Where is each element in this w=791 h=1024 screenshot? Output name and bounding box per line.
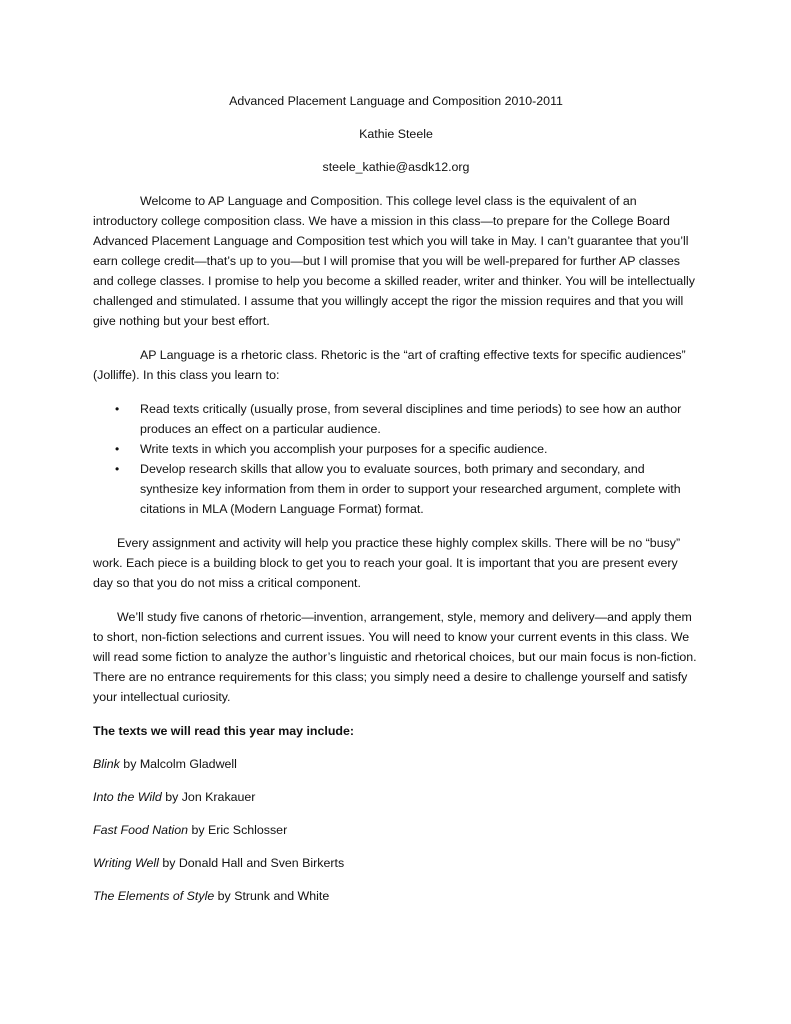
list-item-text: Read texts critically (usually prose, from several disciplines and time periods) to see how an author produces an effect on a particular audience. [140,402,682,436]
book-entry [93,787,699,807]
book-author: by Eric Schlosser [188,823,288,837]
bullet-icon: • [115,402,120,416]
book-title: Blink [93,757,120,771]
course-title: Advanced Placement Language and Composition 2010-2011 [229,94,563,108]
book-author: by Strunk and White [214,889,330,903]
book-author: by Malcolm Gladwell [119,757,237,771]
list-item [93,459,699,519]
book-author: by Donald Hall and Sven Birkerts [158,856,345,870]
book-title: The Elements of Style [93,889,215,903]
list-item [93,399,699,439]
book-title: Writing Well [93,856,159,870]
book-entry [93,820,699,840]
canons-paragraph: We’ll study five canons of rhetoric—invention, arrangement, style, memory and delivery—and apply them to short, non-fiction selections and current issues. You will need to know your current events in this class. We will read some fiction to analyze the author’s linguistic and rhetorical choices, but our main focus is non-fiction. There are no entrance requirements for this class; you simply need a desire to challenge yourself and satisfy your intellectual curiosity. [93,610,697,704]
bullet-icon: • [115,442,120,456]
book-entry [93,754,699,774]
list-item [93,439,699,459]
book-title: Fast Food Nation [93,823,189,837]
reading-list-heading: The texts we will read this year may include: [93,724,354,738]
book-entry [93,853,699,873]
teacher-name: Kathie Steele [359,127,433,141]
bullet-icon: • [115,462,120,476]
rhetoric-intro-paragraph: AP Language is a rhetoric class. Rhetoric is the “art of crafting effective texts for specific audiences” (Jolliffe). In this class you learn to: [93,348,686,382]
book-title: Into the Wild [93,790,162,804]
document-page [93,92,699,919]
learning-goals-list [93,399,699,519]
list-item-text: Develop research skills that allow you to evaluate sources, both primary and secondary, and synthesize key information from them in order to support your researched argument, complete with citations in MLA (Modern Language Format) format. [140,462,681,516]
assignments-paragraph: Every assignment and activity will help you practice these highly complex skills. There will be no “busy” work. Each piece is a building block to get you to reach your goal. It is important that you are present every day so that you do not miss a critical component. [93,536,681,590]
list-item-text: Write texts in which you accomplish your purposes for a specific audience. [140,442,548,456]
book-author: by Jon Krakauer [161,790,256,804]
welcome-paragraph: Welcome to AP Language and Composition. This college level class is the equivalent of an introductory college composition class. We have a mission in this class—to prepare for the College Board Advanced Placement Language and Composition test which you will take in May. I can’t guarantee that you’ll earn college credit—that’s up to you—but I will promise that you will be well-prepared for further AP classes and college classes. I promise to help you become a skilled reader, writer and thinker. You will be intellectually challenged and stimulated. I assume that you willingly accept the rigor the mission requires and that you will give nothing but your best effort. [93,194,695,328]
book-entry [93,886,699,906]
teacher-email: steele_kathie@asdk12.org [322,160,470,174]
